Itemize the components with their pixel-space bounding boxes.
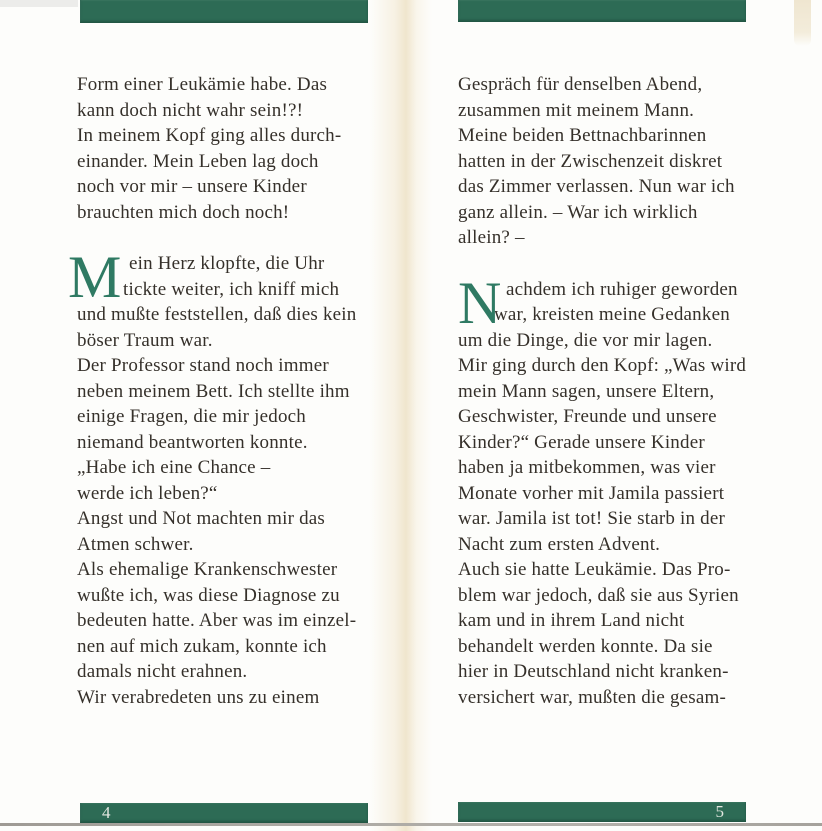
- text-line: Gespräch für denselben Abend,: [458, 74, 703, 95]
- text-line: einander. Mein Leben lag doch: [77, 150, 319, 172]
- text-line: war. Jamila ist tot! Sie starb in der: [458, 508, 726, 529]
- text-line: behandelt werden konnte. Da sie: [458, 635, 713, 657]
- text-line: Kinder?“ Gerade unsere Kinder: [458, 431, 705, 453]
- paragraph: [77, 72, 382, 225]
- text-line: Mir ging durch den Kopf: „Was wird: [458, 355, 747, 376]
- text-line: hier in Deutschland nicht kranken-: [458, 661, 729, 682]
- text-line: Nacht zum ersten Advent.: [458, 533, 661, 555]
- text-line: Atmen schwer.: [77, 533, 194, 555]
- text-line: haben ja mitbekommen, was vier: [458, 457, 716, 478]
- text-line: Form einer Leukämie habe. Das: [77, 74, 328, 95]
- text-line: bedeuten hatte. Aber was im einzel-: [77, 610, 357, 631]
- text-line: einige Fragen, die mir jedoch: [77, 406, 306, 427]
- text-line: wußte ich, was diese Diagnose zu: [77, 584, 340, 606]
- text-line: zusammen mit meinem Mann.: [458, 99, 695, 121]
- text-line: böser Traum war.: [77, 329, 213, 351]
- text-line: versichert war, mußten die gesam-: [458, 686, 727, 708]
- text-line: war, kreisten meine Gedanken: [494, 304, 730, 325]
- scan-edge-artifact: [794, 0, 811, 46]
- text-line: kam und in ihrem Land nicht: [458, 610, 685, 631]
- text-line: ein Herz klopfte, die Uhr: [129, 253, 325, 274]
- text-line: Als ehemalige Krankenschwester: [77, 559, 338, 580]
- paragraph: [458, 72, 776, 251]
- text-line: mein Mann sagen, unsere Eltern,: [458, 380, 715, 402]
- text-line: werde ich leben?“: [77, 482, 218, 504]
- drop-cap-letter: M: [68, 244, 122, 310]
- text-line: das Zimmer verlassen. Nun war ich: [458, 176, 735, 197]
- header-bar-right: [458, 0, 746, 22]
- text-line: kann doch nicht wahr sein!?!: [77, 99, 304, 121]
- footer-bar-left: [80, 803, 368, 823]
- text-line: tickte weiter, ich kniff mich: [123, 278, 340, 300]
- text-line: „Habe ich eine Chance –: [77, 457, 271, 478]
- left-page-text-column: [68, 72, 382, 710]
- text-line: um die Dinge, die vor mir lagen.: [458, 329, 713, 351]
- paragraph: [68, 244, 382, 710]
- text-line: nen auf mich zukam, konnte ich: [77, 635, 327, 657]
- header-bar-left: [80, 0, 368, 23]
- text-line: Geschwister, Freunde und unsere: [458, 406, 717, 427]
- text-line: Monate vorher mit Jamila passiert: [458, 482, 725, 504]
- right-page-text-column: [458, 72, 776, 710]
- text-line: Auch sie hatte Leukämie. Das Pro-: [458, 559, 731, 580]
- text-line: Der Professor stand noch immer: [77, 355, 329, 376]
- text-line: neben meinem Bett. Ich stellte ihm: [77, 380, 350, 402]
- page-number-left: 4: [102, 803, 111, 822]
- page-number-right: 5: [715, 802, 724, 821]
- footer-bar-right: [458, 802, 746, 822]
- text-line: brauchten mich doch noch!: [77, 201, 290, 223]
- text-line: Wir verabredeten uns zu einem: [77, 686, 320, 708]
- text-line: Meine beiden Bettnachbarinnen: [458, 125, 707, 146]
- text-line: allein? –: [458, 227, 525, 248]
- paragraph: [458, 269, 776, 711]
- text-line: niemand beantworten konnte.: [77, 431, 308, 453]
- text-line: hatten in der Zwischenzeit diskret: [458, 150, 723, 172]
- text-line: noch vor mir – unsere Kinder: [77, 176, 307, 197]
- scan-bottom-edge: [0, 823, 822, 826]
- drop-cap-letter: N: [458, 269, 502, 336]
- scan-edge-artifact: [0, 0, 78, 7]
- text-line: achdem ich ruhiger geworden: [506, 278, 738, 300]
- text-line: ganz allein. – War ich wirklich: [458, 201, 698, 223]
- text-line: und mußte feststellen, daß dies kein: [77, 304, 357, 325]
- text-line: blem war jedoch, daß sie aus Syrien: [458, 584, 739, 606]
- text-line: Angst und Not machten mir das: [77, 508, 326, 529]
- text-line: In meinem Kopf ging alles durch-: [77, 125, 342, 146]
- text-line: damals nicht erahnen.: [77, 661, 248, 682]
